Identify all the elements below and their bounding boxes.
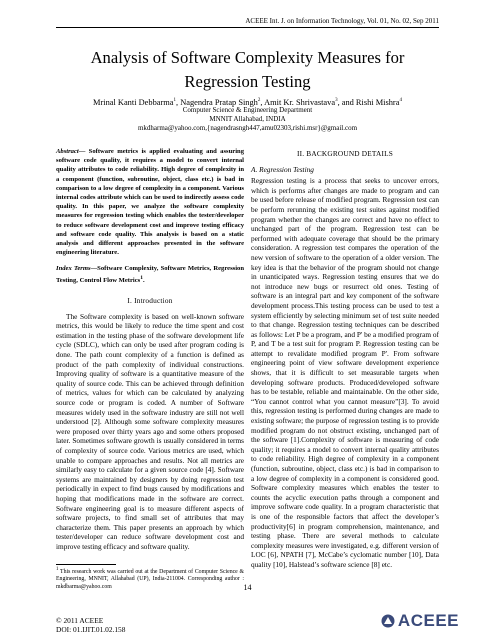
affiliation-institute: MNNIT Allahabad, INDIA <box>209 115 286 123</box>
copyright <box>56 616 125 634</box>
footnote-mark: 1 <box>56 567 59 572</box>
doi-line: DOI: 01.IJIT.01.02.158 <box>56 625 126 634</box>
author-1-mark: 1 <box>173 98 176 103</box>
header-rule <box>56 27 439 28</box>
background-paragraph: Regression testing is a process that seeks to uncover errors, which is performs after changes are made to program and can be used before release of modified program. Regression test can be perform rerunning the existing test suites against modified program whether the changes are correct and have no effect to unchanged part of the program. Regression test can be performed with adequate coverage that should be the primary consideration. A regression test compares the operation of the new version of software to the operation of a older version. The key idea is that the behavior of the program should not change in unanticipated ways. Regression testing ensures that we do not introduce new bugs or resurrect old ones. Testing of software is an integral part and key component of the software development process.This testing process can be used to test a system efficiently by selecting minimum set of test suite needed to that change. Regression testing techniques can be described as follows: Let P be a program, and P' be a modified program of P, and T be a test suit for program P. Regression testing can be attempt to revalidate modified program P'. From software engineering point of view software development experience shows, that it is difficult to set measurable targets when developing software products. Produced/developed software has to be testable, reliable and maintainable. On the other side, “You cannot control what you cannot measure”[3]. To avoid this, regression testing is performed during changes are made to existing software; the purpose of regression testing is to provide modified program do not obstruct existing, unchanged part of the software [1].Complexity of software is measuring of code quality; it requires a model to convert internal quality attributes to code reliability. High degree of complexity in a component (function, subroutine, object, class etc.) is bad in comparison to a low degree of complexity in a component is considered good. Software complexity measures which enables the tester to counts the acyclic execution paths through a component and improve software code quality. In a program characteristic that is one of the responsible factors that affect the developer’s productivity[6] in program comprehension, maintenance, and testing phase. There are several methods to calculate complexity measures were investigated, e.g. different version of LOC [6], NPATH [7], McCabe’s cyclomatic number [10], Data quality [10], Halstead’s software science [8] etc. <box>251 176 439 569</box>
author-3: Amit Kr. Shrivastava <box>264 97 336 107</box>
aceee-logo-icon <box>381 614 395 628</box>
index-terms-end: . <box>143 276 145 284</box>
journal-header: ACEEE Int. J. on Information Technology, Vol. 01, No. 02, Sep 2011 <box>245 17 439 25</box>
right-column <box>251 147 439 570</box>
author-2-mark: 2 <box>257 98 261 103</box>
aceee-logo-text: ACEEE <box>397 611 459 630</box>
page-number: 14 <box>243 583 252 592</box>
intro-paragraph: The Software complexity is based on well-known software metrics, this would be likely to reduce the time spent and cost estimation in the testing phase of the software development life cycle (SDLC), which can only be used after program coding is done. The path count complexity of a function is defined as product of the path complexity of individual constructions. Improving quality of software is a quantitative measure of the quality of source code. This can be achieved through definition of metrics, values for which can be calculated by analyzing source code or program is coded. A number of Software measures widely used in the software industry are still not well understood [2]. Although some software complexity measures were proposed over thirty years ago and some others proposed later. Sometimes software growth is usually considered in terms of complexity of source code. Various metrics are used, which unable to compare approaches and results. Not all metrics are similarly easy to calculate for a given source code [4]. Software systems are maintained by designers by doing regression test periodically in expect to find bugs caused by modifications and hoping that modifications made in the software are correct. Software engineering goal is to measure different aspects of software projects, to find small set of attributes that may characterize them. This paper presents an approach by which tester/developer can reduce software development cost and improve testing efficacy and software quality. <box>56 311 244 551</box>
abstract-label: Abstract <box>56 148 79 155</box>
author-1: Mrinal Kanti Debbarma <box>93 97 174 107</box>
index-terms-footnote-mark: 1 <box>140 274 143 281</box>
index-terms <box>56 264 244 285</box>
author-3-mark: 3 <box>335 98 338 103</box>
left-column <box>56 147 244 551</box>
author-4: and Rishi Mishra <box>341 97 400 107</box>
index-terms-text: —Software Complexity, Software Metrics, Regression Testing, Control Flow Metrics <box>56 265 244 284</box>
paper-title <box>56 46 439 94</box>
affiliation-dept: Computer Science & Engineering Department <box>182 106 313 114</box>
intro-heading: I. Introduction <box>127 296 173 306</box>
author-4-mark: 4 <box>399 98 402 103</box>
index-terms-label: Index Terms <box>56 265 91 273</box>
affiliation-emails: mkdharma@yahoo.com,{nagendrasngh447,amu02303,rishi.msr}@gmail.com <box>137 124 358 132</box>
title-line-1: Analysis of Software Complexity Measures for <box>90 48 405 67</box>
copyright-line: © 2011 ACEEE <box>56 616 104 625</box>
abstract-text: — Software metrics is applied evaluating and assuring software code quality, it requires a model to convert internal quality attributes to code reliability. High degree of complexity in a component (function, subroutine, object, class etc.) is bad in comparison to a low degree of complexity in a component. Various internal codes attribute which can be used to indirectly assess code quality. In this paper, we analyze the software complexity measures for regression testing which enables the tester/developer to reduce software development cost and improve testing efficacy and software code quality. This analysis is based on a static analysis and different approaches presented in the software engineering literature. <box>56 148 244 257</box>
footnote-text: This research work was carried out at the Department of Computer Science & Engineering, MNNIT, Allahabad (UP), India-211004. Corresponding author : mkdbarma@yahoo.com <box>56 568 244 590</box>
title-line-2: Regression Testing <box>184 72 311 91</box>
footnote-rule <box>56 564 116 565</box>
aceee-logo <box>381 611 459 631</box>
abstract <box>56 147 244 257</box>
author-list: Mrinal Kanti Debbarma$^1$, Nagendra Pratap Singh$^2$, Amit Kr. Shrivastava$^3$, and Rishi Mishra$^4$ <box>93 97 402 107</box>
author-2: Nagendra Pratap Singh <box>180 97 258 107</box>
regression-testing-subheading: A. Regression Testing <box>251 164 314 174</box>
background-heading: II. BACKGROUND DETAILS <box>296 149 394 158</box>
